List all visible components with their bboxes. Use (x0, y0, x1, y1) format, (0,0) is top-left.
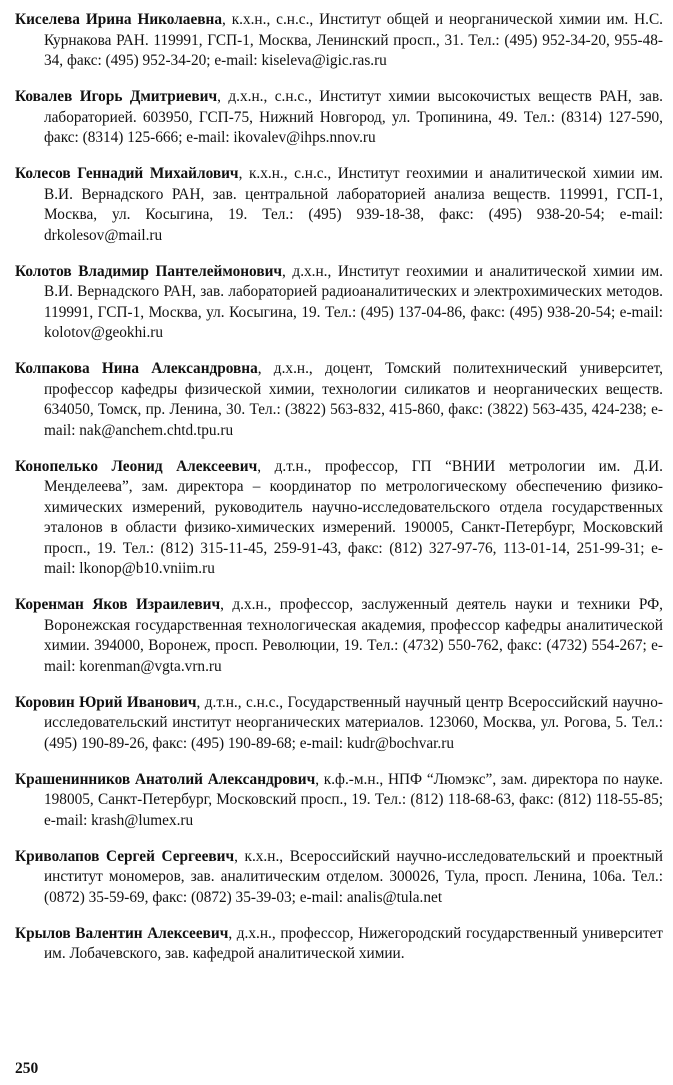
person-details: , к.х.н., Всероссийский научно-исследовательский и проектный институт мономеров, зав. аналитическим отделом. 300026, Тула, просп. Ленина, 106а. Тел.: (0872) 35-59-69, факс: (0872) 35-39-03; e-mail: analis@tula.net (44, 847, 663, 906)
person-name: Крылов Валентин Алексеевич (15, 924, 229, 942)
entry-korenman (15, 595, 663, 677)
person-details: , д.х.н., профессор, заслуженный деятель науки и техники РФ, Воронежская государственная технологическая академия, профессор кафедры аналитической химии. 394000, Воронеж, просп. Революции, 19. Тел.: (4732) 550-762, факс: (4732) 554-267; e-mail: korenman@vgta.vrn.ru (44, 596, 663, 675)
entry-krylov (15, 924, 663, 965)
person-name: Колпакова Нина Александровна (15, 360, 258, 377)
entry-kovalev (15, 87, 663, 149)
person-name: Киселева Ирина Николаевна (15, 11, 222, 28)
person-details: , д.х.н., с.н.с., Институт химии высокочистых веществ РАН, зав. лабораторией. 603950, ГСП-75, Нижний Новгород, ул. Тропинина, 49. Тел.: (8314) 127-590, факс: (8314) 125-666; e-mail: ikovalev@ihps.nnov.ru (44, 88, 663, 146)
entry-konopelko (15, 457, 663, 580)
person-name: Конопелько Леонид Алексеевич (15, 457, 258, 475)
person-details: , к.ф.-м.н., НПФ “Люмэкс”, зам. директора по науке. 198005, Санкт-Петербург, Московский просп., 19. Тел.: (812) 118-68-63, факс: (812) 118-55-85; e-mail: krash@lumex.ru (44, 770, 663, 829)
entry-krivolapov (15, 847, 663, 909)
person-details: , д.х.н., доцент, Томский политехнический университет, профессор кафедры физической химии, технологии силикатов и неорганических веществ. 634050, Томск, пр. Ленина, 30. Тел.: (3822) 563-832, 415-860, факс: (3822) 563-435, 424-238; e-mail: nak@anchem.chtd.tpu.ru (44, 360, 663, 439)
person-name: Криволапов Сергей Сергеевич (15, 847, 235, 865)
directory-page (15, 10, 663, 980)
page-number: 250 (15, 1060, 39, 1077)
entry-kolpakova (15, 359, 663, 441)
person-name: Коровин Юрий Иванович (15, 693, 197, 711)
entry-krasheninnikov (15, 770, 663, 832)
person-details: , д.х.н., Институт геохимии и аналитической химии им. В.И. Вернадского РАН, зав. лабораторией радиоаналитических и электрохимических методов. 119991, ГСП-1, Москва, ул. Косыгина, 19. Тел.: (495) 137-04-86, факс: (495) 938-20-54; e-mail: kolotov@geokhi.ru (44, 262, 663, 341)
person-details: , д.т.н., профессор, ГП “ВНИИ метрологии им. Д.И. Менделеева”, зам. директора – координатор по метрологическому обеспечению физико-химических измерений, руководитель научно-исследовательского отдела государственных эталонов в области физико-химических измерений. 190005, Санкт-Петербург, Московский просп., 19. Тел.: (812) 315-11-45, 259-91-43, факс: (812) 327-97-76, 113-01-14, 251-99-31; e-mail: lkonop@b10.vniim.ru (44, 457, 664, 577)
person-name: Коренман Яков Израилевич (15, 596, 221, 613)
entry-kolesov (15, 164, 663, 246)
entry-kolotov (15, 262, 663, 344)
person-details: , д.х.н., профессор, Нижегородский государственный университет им. Лобачевского, зав. кафедрой аналитической химии. (44, 924, 663, 962)
person-name: Крашенинников Анатолий Александрович (15, 770, 316, 788)
person-details: , к.х.н., с.н.с., Институт геохимии и аналитической химии им. В.И. Вернадского РАН, зав. центральной лабораторией анализа веществ. 119991, ГСП-1, Москва, ул. Косыгина, 19. Тел.: (495) 939-18-38, факс: (495) 938-20-54; e-mail: drkolesov@mail.ru (44, 165, 663, 244)
entry-kiseleva (15, 10, 663, 72)
person-details: , к.х.н., с.н.с., Институт общей и неорганической химии им. Н.С. Курнакова РАН. 119991, ГСП-1, Москва, Ленинский просп., 31. Тел.: (495) 952-34-20, 955-48-34, факс: (495) 952-34-20; e-mail: kiseleva@igic.ras.ru (44, 11, 664, 69)
person-name: Колотов Владимир Пантелеймонович (15, 262, 283, 280)
person-name: Ковалев Игорь Дмитриевич (15, 88, 218, 105)
person-details: , д.т.н., с.н.с., Государственный научный центр Всероссийский научно-исследовательский институт неорганических материалов. 123060, Москва, ул. Рогова, 5. Тел.: (495) 190-89-26, факс: (495) 190-89-68; e-mail: kudr@bochvar.ru (44, 693, 663, 752)
entry-korovin (15, 693, 663, 755)
person-name: Колесов Геннадий Михайлович (15, 165, 239, 182)
